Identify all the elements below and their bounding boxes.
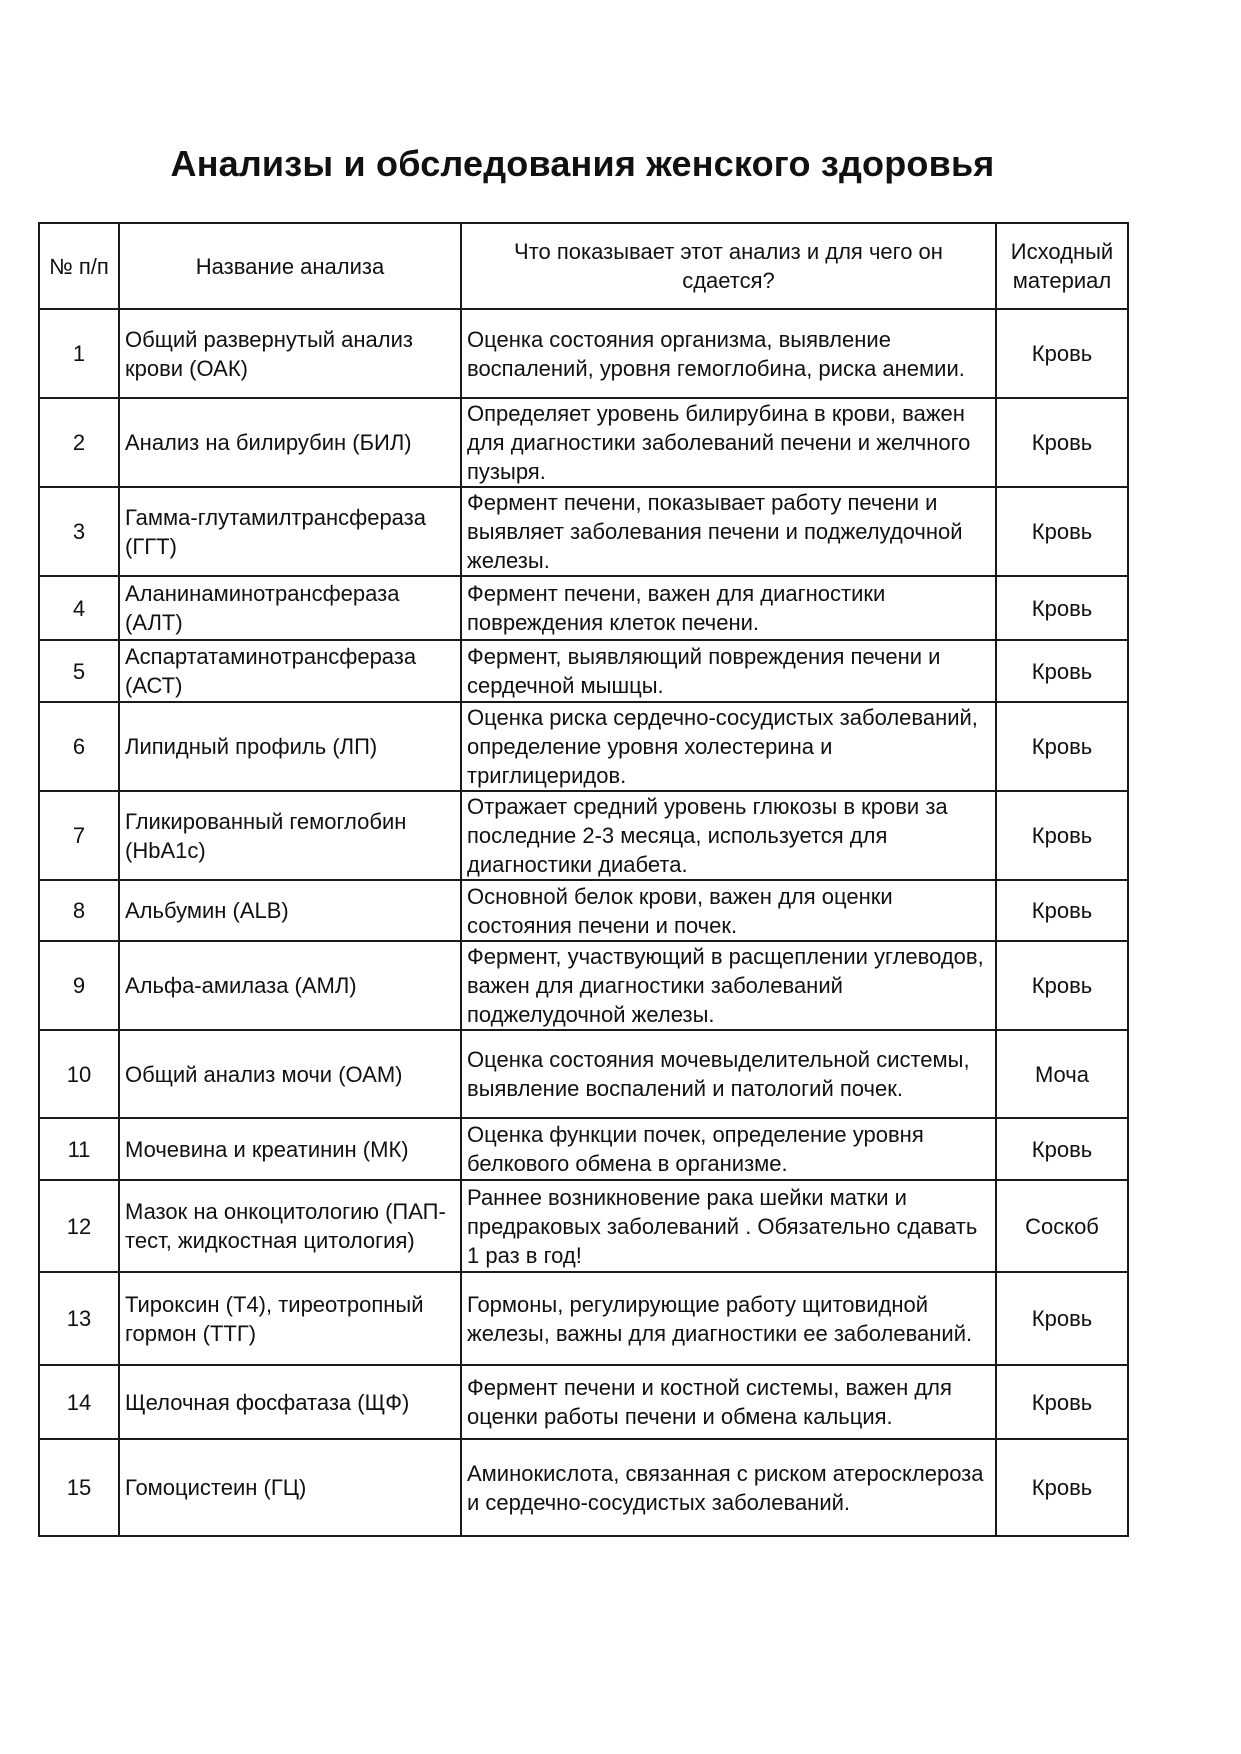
row-number: 12	[39, 1180, 119, 1272]
header-desc: Что показывает этот анализ и для чего он сдается?	[461, 223, 996, 309]
source-material: Кровь	[996, 1118, 1128, 1180]
table-row	[39, 702, 1128, 791]
analysis-name: Аланинаминотрансфераза (АЛТ)	[119, 576, 461, 640]
source-material: Кровь	[996, 640, 1128, 702]
analysis-name: Аспартатаминотрансфераза (АСТ)	[119, 640, 461, 702]
row-number: 10	[39, 1030, 119, 1118]
table-row	[39, 1439, 1128, 1536]
analysis-name: Гомоцистеин (ГЦ)	[119, 1439, 461, 1536]
table-row	[39, 1365, 1128, 1439]
source-material: Кровь	[996, 576, 1128, 640]
row-number: 4	[39, 576, 119, 640]
analysis-description: Определяет уровень билирубина в крови, важен для диагностики заболеваний печени и желчного пузыря.	[461, 398, 996, 487]
row-number: 2	[39, 398, 119, 487]
analysis-description: Основной белок крови, важен для оценки состояния печени и почек.	[461, 880, 996, 941]
analysis-description: Аминокислота, связанная с риском атеросклероза и сердечно-сосудистых заболеваний.	[461, 1439, 996, 1536]
analysis-description: Фермент печени, показывает работу печени и выявляет заболевания печени и поджелудочной железы.	[461, 487, 996, 576]
analysis-description: Отражает средний уровень глюкозы в крови за последние 2-3 месяца, используется для диагностики диабета.	[461, 791, 996, 880]
analysis-description: Оценка состояния организма, выявление воспалений, уровня гемоглобина, риска анемии.	[461, 309, 996, 398]
header-name: Название анализа	[119, 223, 461, 309]
analysis-description: Фермент, выявляющий повреждения печени и сердечной мышцы.	[461, 640, 996, 702]
header-material: Исходный материал	[996, 223, 1128, 309]
table-row	[39, 309, 1128, 398]
analysis-name: Мочевина и креатинин (МК)	[119, 1118, 461, 1180]
table-row	[39, 1272, 1128, 1365]
table-row	[39, 880, 1128, 941]
table-row	[39, 487, 1128, 576]
analysis-description: Раннее возникновение рака шейки матки и предраковых заболеваний . Обязательно сдавать 1 раз в год!	[461, 1180, 996, 1272]
source-material: Кровь	[996, 1365, 1128, 1439]
row-number: 6	[39, 702, 119, 791]
row-number: 1	[39, 309, 119, 398]
page-title: Анализы и обследования женского здоровья	[170, 143, 995, 184]
table-row	[39, 941, 1128, 1030]
row-number: 3	[39, 487, 119, 576]
row-number: 5	[39, 640, 119, 702]
analysis-name: Общий анализ мочи (ОАМ)	[119, 1030, 461, 1118]
analyses-table	[38, 222, 1129, 1537]
analysis-name: Тироксин (Т4), тиреотропный гормон (ТТГ)	[119, 1272, 461, 1365]
analysis-name: Альфа-амилаза (АМЛ)	[119, 941, 461, 1030]
analysis-name: Гамма-глутамилтрансфераза (ГГТ)	[119, 487, 461, 576]
header-num: № п/п	[39, 223, 119, 309]
analysis-description: Гормоны, регулирующие работу щитовидной железы, важны для диагностики ее заболеваний.	[461, 1272, 996, 1365]
row-number: 8	[39, 880, 119, 941]
source-material: Кровь	[996, 1272, 1128, 1365]
table-header-row	[39, 223, 1128, 309]
analysis-name: Липидный профиль (ЛП)	[119, 702, 461, 791]
source-material: Моча	[996, 1030, 1128, 1118]
table-row	[39, 576, 1128, 640]
analysis-description: Фермент печени и костной системы, важен для оценки работы печени и обмена кальция.	[461, 1365, 996, 1439]
row-number: 11	[39, 1118, 119, 1180]
analysis-name: Анализ на билирубин (БИЛ)	[119, 398, 461, 487]
analysis-description: Фермент, участвующий в расщеплении углеводов, важен для диагностики заболеваний поджелудочной железы.	[461, 941, 996, 1030]
row-number: 7	[39, 791, 119, 880]
source-material: Кровь	[996, 941, 1128, 1030]
table-row	[39, 1180, 1128, 1272]
table-row	[39, 1030, 1128, 1118]
analysis-name: Гликированный гемоглобин (HbA1c)	[119, 791, 461, 880]
row-number: 14	[39, 1365, 119, 1439]
analysis-description: Оценка риска сердечно-сосудистых заболеваний, определение уровня холестерина и триглицеридов.	[461, 702, 996, 791]
source-material: Кровь	[996, 309, 1128, 398]
row-number: 15	[39, 1439, 119, 1536]
table-row	[39, 791, 1128, 880]
source-material: Кровь	[996, 880, 1128, 941]
analysis-name: Общий развернутый анализ крови (ОАК)	[119, 309, 461, 398]
row-number: 13	[39, 1272, 119, 1365]
analysis-name: Альбумин (ALB)	[119, 880, 461, 941]
table-row	[39, 1118, 1128, 1180]
source-material: Кровь	[996, 398, 1128, 487]
analysis-name: Щелочная фосфатаза (ЩФ)	[119, 1365, 461, 1439]
analysis-description: Фермент печени, важен для диагностики повреждения клеток печени.	[461, 576, 996, 640]
source-material: Кровь	[996, 487, 1128, 576]
analysis-description: Оценка функции почек, определение уровня белкового обмена в организме.	[461, 1118, 996, 1180]
table-row	[39, 640, 1128, 702]
source-material: Кровь	[996, 791, 1128, 880]
analysis-name: Мазок на онкоцитологию (ПАП-тест, жидкостная цитология)	[119, 1180, 461, 1272]
source-material: Кровь	[996, 702, 1128, 791]
table-row	[39, 398, 1128, 487]
source-material: Соскоб	[996, 1180, 1128, 1272]
analysis-description: Оценка состояния мочевыделительной системы, выявление воспалений и патологий почек.	[461, 1030, 996, 1118]
source-material: Кровь	[996, 1439, 1128, 1536]
row-number: 9	[39, 941, 119, 1030]
